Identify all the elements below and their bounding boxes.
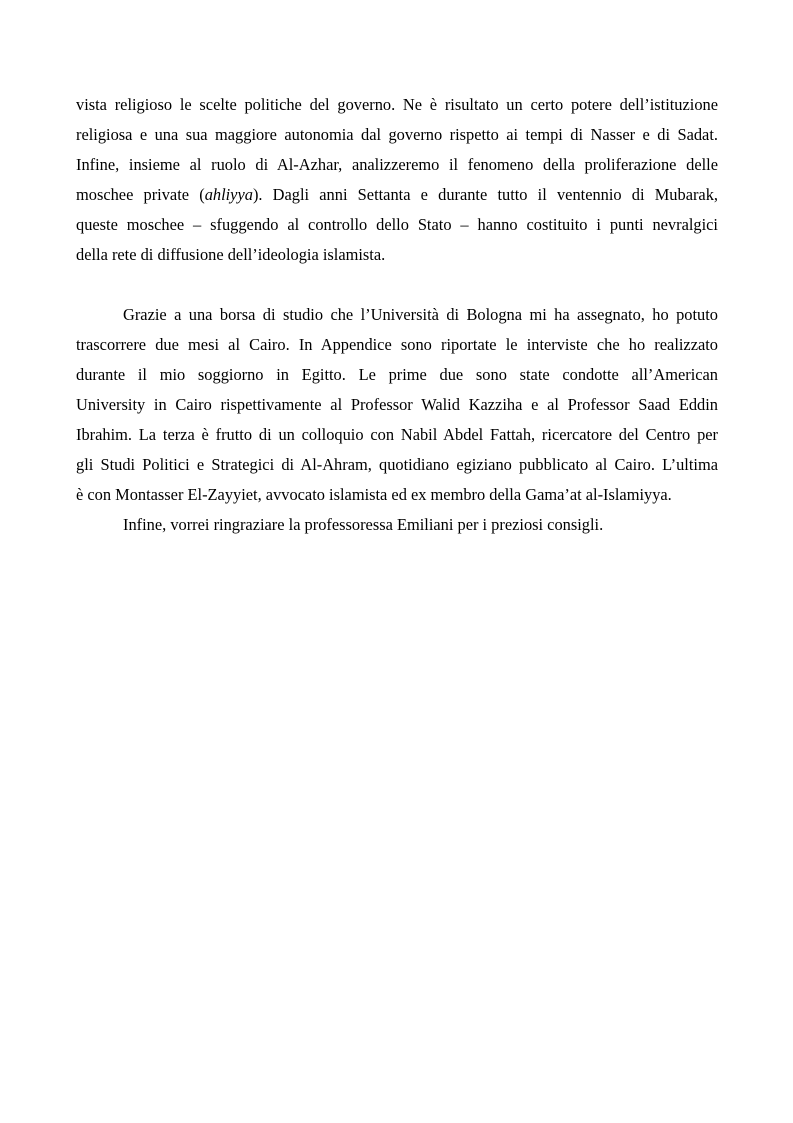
text-line: è con Montasser El-Zayyiet, avvocato islamista ed ex membro della Gama’at al-Islamiyya. — [76, 485, 672, 504]
text-segment: ). Dagli anni Settanta e durante tutto il ventennio di Mubarak, — [252, 185, 718, 204]
text-line: durante il mio soggiorno in Egitto. Le prime due sono state condotte all’American — [76, 365, 718, 384]
text-line: Infine, vorrei ringraziare la professoressa Emiliani per i preziosi consigli. — [123, 515, 604, 534]
text-line: trascorrere due mesi al Cairo. In Appendice sono riportate le interviste che ho realizzato — [76, 335, 718, 354]
text-line: vista religioso le scelte politiche del governo. Ne è risultato un certo potere dell’istituzione — [76, 95, 718, 114]
text-segment: moschee private ( — [76, 185, 205, 204]
text-line: queste moschee – sfuggendo al controllo dello Stato – hanno costituito i punti nevralgici — [76, 215, 718, 234]
text-line: gli Studi Politici e Strategici di Al-Ahram, quotidiano egiziano pubblicato al Cairo. L’ultima — [76, 455, 718, 474]
paragraph-al-azhar — [76, 90, 718, 270]
text-line: Ibrahim. La terza è frutto di un colloquio con Nabil Abdel Fattah, ricercatore del Centro per — [76, 425, 718, 444]
text-line: religiosa e una sua maggiore autonomia dal governo rispetto ai tempi di Nasser e di Sadat. — [76, 125, 718, 144]
paragraph-research-trip — [76, 300, 718, 510]
text-line: Grazie a una borsa di studio che l’Università di Bologna mi ha assegnato, ho potuto — [123, 305, 718, 324]
paragraph-acknowledgements — [76, 510, 718, 540]
text-line: University in Cairo rispettivamente al Professor Walid Kazziha e al Professor Saad Eddin — [76, 395, 718, 414]
italic-term: ahliyya — [204, 185, 253, 204]
text-line: Infine, insieme al ruolo di Al-Azhar, analizzeremo il fenomeno della proliferazione delle — [76, 155, 718, 174]
text-line-with-italic — [76, 180, 718, 210]
text-line: della rete di diffusione dell’ideologia islamista. — [76, 245, 386, 264]
